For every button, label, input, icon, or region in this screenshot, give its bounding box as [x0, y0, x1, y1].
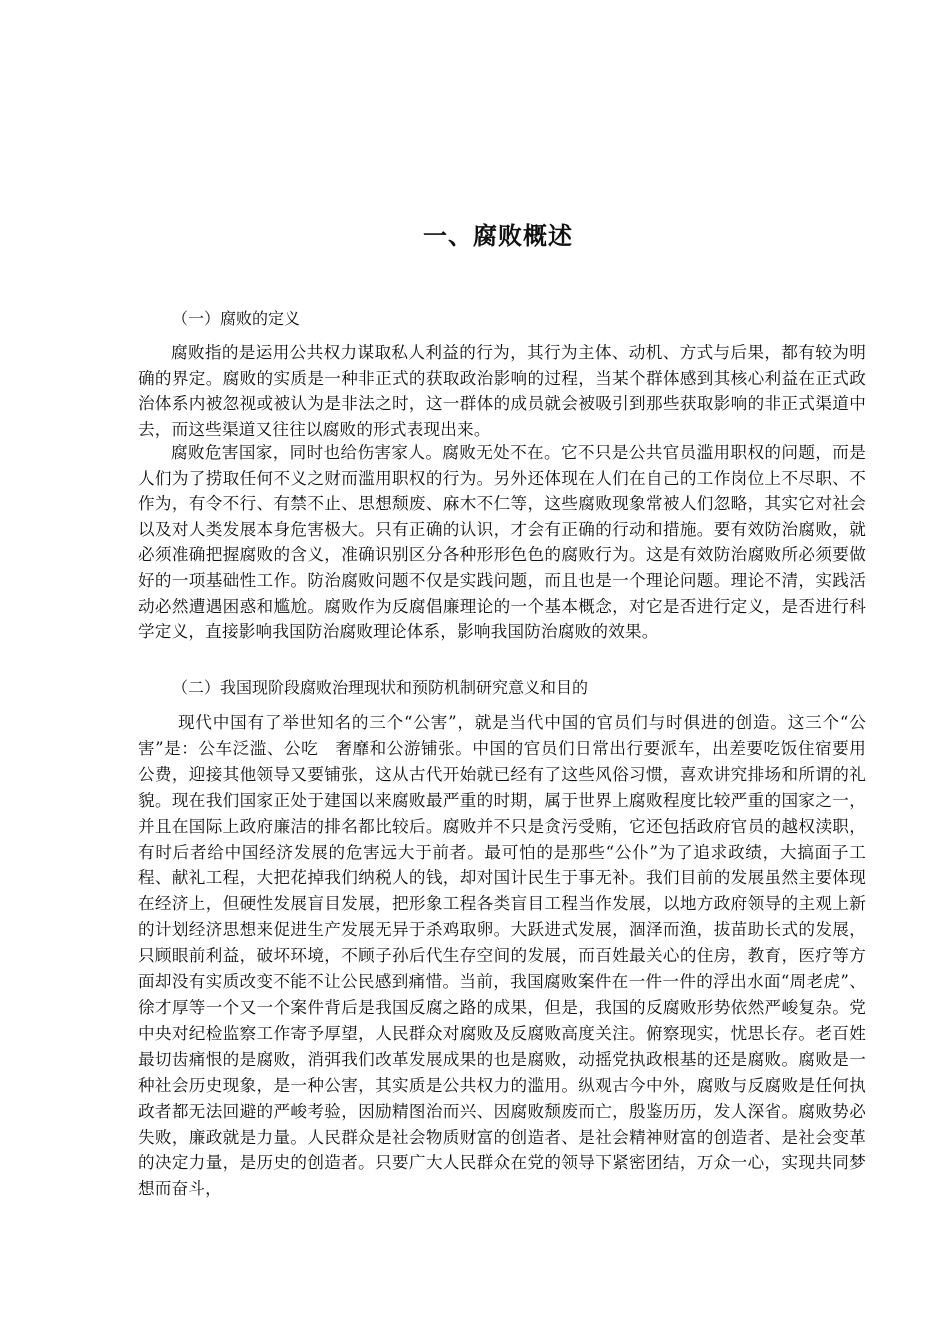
section-heading-significance: （二）我国现阶段腐败治理现状和预防机制研究意义和目的: [172, 678, 589, 697]
page-title: 一、腐败概述: [423, 222, 573, 250]
paragraph-current-situation: 现代中国有了举世知名的三个“公害”，就是当代中国的官员们与时俱进的创造。这三个“公害”是：公车泛滥、公吃 奢靡和公游铺张。中国的官员们日常出行要派车，出差要吃饭住宿要用公费，迎接其他领导又要铺张，这从古代开始就已经有了这些风俗习惯，喜欢讲究排场和所谓的礼貌。现在我们国家正处于建国以来腐败最严重的时期，属于世界上腐败程度比较严重的国家之一，并且在国际上政府廉洁的排名都比较后。腐败并不只是贪污受贿，它还包括政府官员的越权渎职，有时后者给中国经济发展的危害远大于前者。最可怕的是那些“公仆”为了追求政绩，大搞面子工程、献礼工程，大把花掉我们纳税人的钱，却对国计民生于事无补。我们目前的发展虽然主要体现在经济上，但硬性发展盲目发展，把形象工程各类盲目工程当作发展，以地方政府领导的主观上新的计划经济思想来促进生产发展无异于杀鸡取卵。大跃进式发展，涸泽而渔，拔苗助长式的发展，只顾眼前利益，破坏环境，不顾子孙后代生存空间的发展，而百姓最关心的住房，教育，医疗等方面却没有实质改变不能不让公民感到痛惜。当前，我国腐败案件在一件一件的浮出水面“周老虎”、徐才厚等一个又一个案件背后是我国反腐之路的成果，但是，我国的反腐败形势依然严峻复杂。党中央对纪检监察工作寄予厚望，人民群众对腐败及反腐败高度关注。俯察现实，忧思长存。老百姓最切齿痛恨的是腐败，消弭我们改革发展成果的也是腐败，动摇党执政根基的还是腐败。腐败是一种社会历史现象，是一种公害，其实质是公共权力的滥用。纵观古今中外，腐败与反腐败是任何执政者都无法回避的严峻考验，因励精图治而兴、因腐败颓废而亡，殷鉴历历，发人深省。腐败势必失败，廉政就是力量。人民群众是社会物质财富的创造者、是社会精神财富的创造者、是社会变革的决定力量，是历史的创造者。只要广大人民群众在党的领导下紧密团结，万众一心，实现共同梦想而奋斗，: [138, 713, 866, 1199]
paragraph-harm: 腐败危害国家，同时也给伤害家人。腐败无处不在。它不只是公共官员滥用职权的问题，而是人们为了捞取任何不义之财而滥用职权的行为。另外还体现在人们在自己的工作岗位上不尽职、不作为，有令不行、有禁不止、思想颓废、麻木不仁等，这些腐败现象常被人们忽略，其实它对社会以及对人类发展本身危害极大。只有正确的认识，才会有正确的行动和措施。要有效防治腐败，就必须准确把握腐败的含义，准确识别区分各种形形色色的腐败行为。这是有效防治腐败所必须要做好的一项基础性工作。防治腐败问题不仅是实践问题，而且也是一个理论问题。理论不清，实践活动必然遭遇困惑和尴尬。腐败作为反腐倡廉理论的一个基本概念，对它是否进行定义，是否进行科学定义，直接影响我国防治腐败理论体系，影响我国防治腐败的效果。: [138, 443, 866, 642]
paragraph-definition: 腐败指的是运用公共权力谋取私人利益的行为，其行为主体、动机、方式与后果，都有较为明确的界定。腐败的实质是一种非正式的获取政治影响的过程，当某个群体感到其核心利益在正式政治体系内被忽视或被认为是非法之时，这一群体的成员就会被吸引到那些获取影响的非正式渠道中去，而这些渠道又往往以腐败的形式表现出来。: [138, 343, 866, 439]
section-heading-definition: （一）腐败的定义: [172, 309, 301, 328]
